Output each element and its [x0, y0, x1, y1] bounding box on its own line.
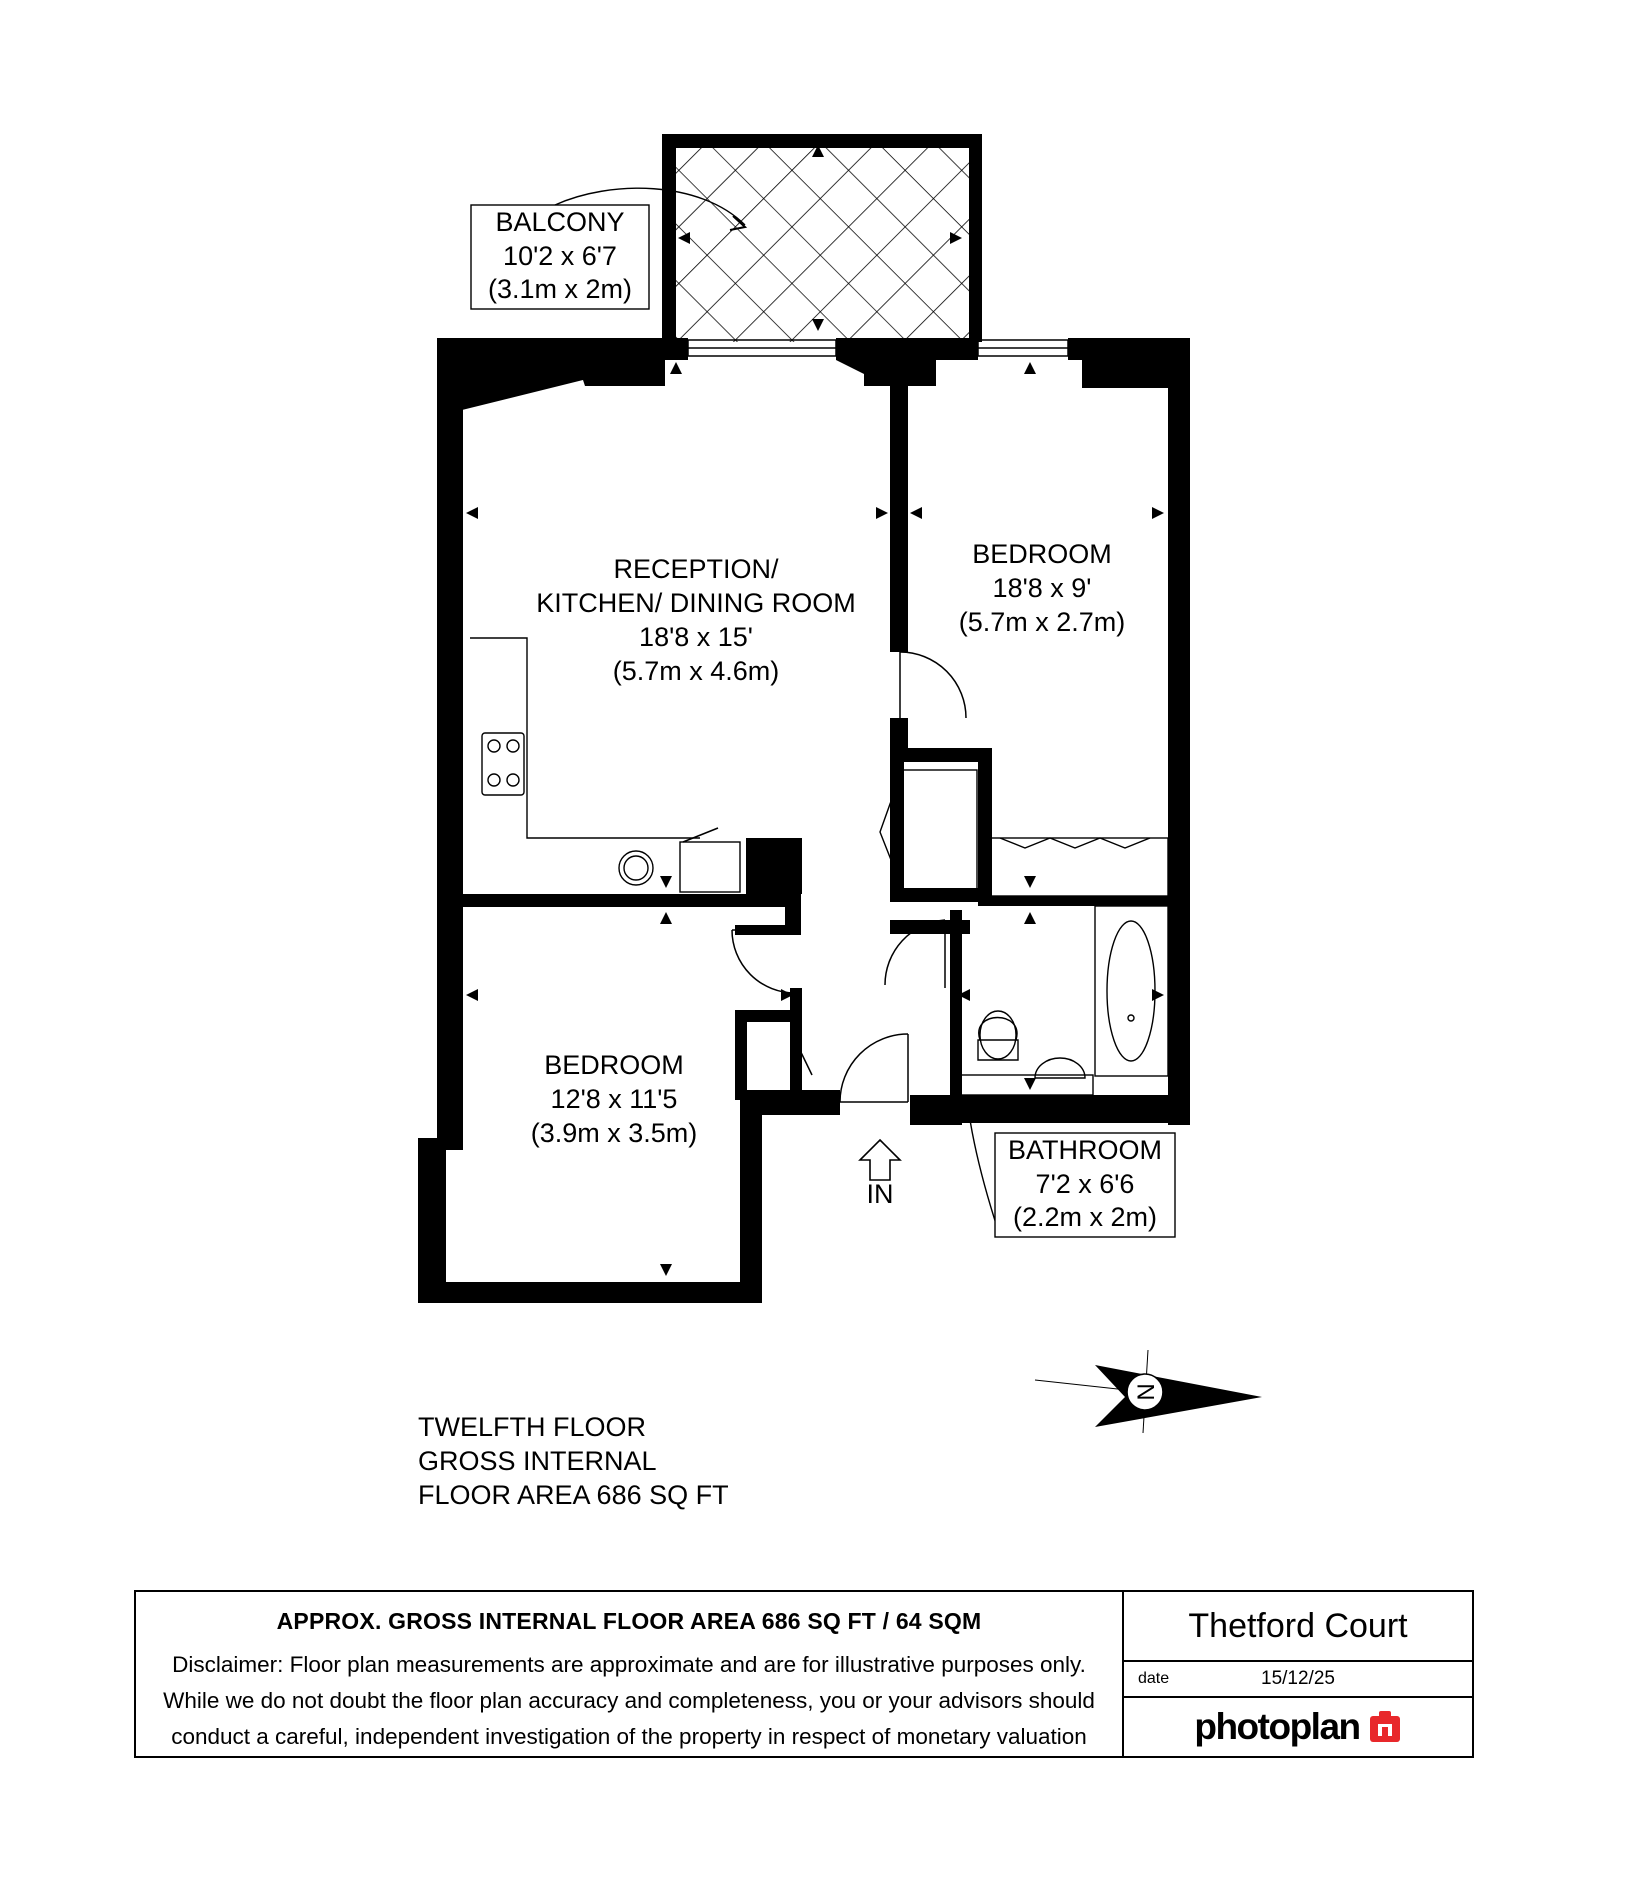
bedroom-1-label [959, 539, 1126, 637]
bathroom-label [970, 1120, 1175, 1237]
bedroom-2-name: BEDROOM [544, 1050, 684, 1080]
reception-name-line2: KITCHEN/ DINING ROOM [536, 588, 856, 618]
project-name: Thetford Court [1124, 1592, 1472, 1662]
bathroom-name: BATHROOM [1008, 1135, 1162, 1165]
bath [1095, 906, 1168, 1076]
doors [683, 652, 966, 1102]
floor-note [418, 1412, 729, 1510]
balcony-name: BALCONY [495, 207, 625, 237]
reception-name-line1: RECEPTION/ [613, 554, 779, 584]
entrance-marker [860, 1140, 900, 1209]
date-label: date [1138, 1670, 1170, 1687]
bathroom-callout-line [970, 1120, 998, 1230]
reception-imperial: 18'8 x 15' [639, 622, 753, 652]
disclaimer-line-2: While we do not doubt the floor plan accuracy and completeness, you or your advisors should [163, 1688, 1095, 1713]
balcony-metric: (3.1m x 2m) [487, 274, 633, 304]
bedroom-2-label [531, 1050, 698, 1148]
reception-label [536, 554, 856, 686]
footer-disclaimer [136, 1647, 1122, 1755]
date-value: 15/12/25 [1261, 1668, 1335, 1689]
bedroom-1-imperial: 18'8 x 9' [992, 573, 1092, 603]
reception-metric: (5.7m x 4.6m) [612, 656, 780, 686]
bedroom-1-name: BEDROOM [972, 539, 1112, 569]
brand-name: photoplan [1194, 1706, 1360, 1747]
bathroom-metric: (2.2m x 2m) [1012, 1202, 1158, 1232]
disclaimer-line-3: conduct a careful, independent investigation of the property in respect of monetary valuation [171, 1724, 1087, 1749]
brand-logo [1124, 1698, 1472, 1756]
balcony [662, 134, 982, 342]
compass [1035, 1350, 1262, 1433]
date-row [1124, 1662, 1472, 1698]
entrance-arrow-icon [860, 1140, 900, 1180]
disclaimer-line-1: Disclaimer: Floor plan measurements are approximate and are for illustrative purposes only. [172, 1652, 1086, 1677]
bedroom-2-imperial: 12'8 x 11'5 [550, 1084, 678, 1114]
floor-note-line1: TWELFTH FLOOR [418, 1412, 646, 1442]
footer-panel [134, 1590, 1474, 1758]
floor-note-line3: FLOOR AREA 686 SQ FT [418, 1480, 729, 1510]
brand-house-icon [1368, 1710, 1402, 1744]
compass-north-letter: N [1133, 1383, 1160, 1401]
bedroom-1-metric: (5.7m x 2.7m) [958, 607, 1126, 637]
compass-needle-icon [1095, 1365, 1262, 1427]
bathroom-fittings [958, 906, 1168, 1095]
footer-title: APPROX. GROSS INTERNAL FLOOR AREA 686 SQ FT / 64 SQM [276, 1608, 982, 1634]
bathroom-imperial: 7'2 x 6'6 [1035, 1169, 1135, 1199]
balcony-imperial: 10'2 x 6'7 [503, 241, 617, 271]
bedroom-2-metric: (3.9m x 3.5m) [530, 1118, 698, 1148]
floor-note-line2: GROSS INTERNAL [418, 1446, 657, 1476]
entrance-label: IN [866, 1179, 894, 1209]
footer-meta [1124, 1592, 1472, 1756]
toilet [978, 1018, 1018, 1061]
footer-info [136, 1592, 1124, 1756]
wardrobe [880, 770, 1168, 896]
